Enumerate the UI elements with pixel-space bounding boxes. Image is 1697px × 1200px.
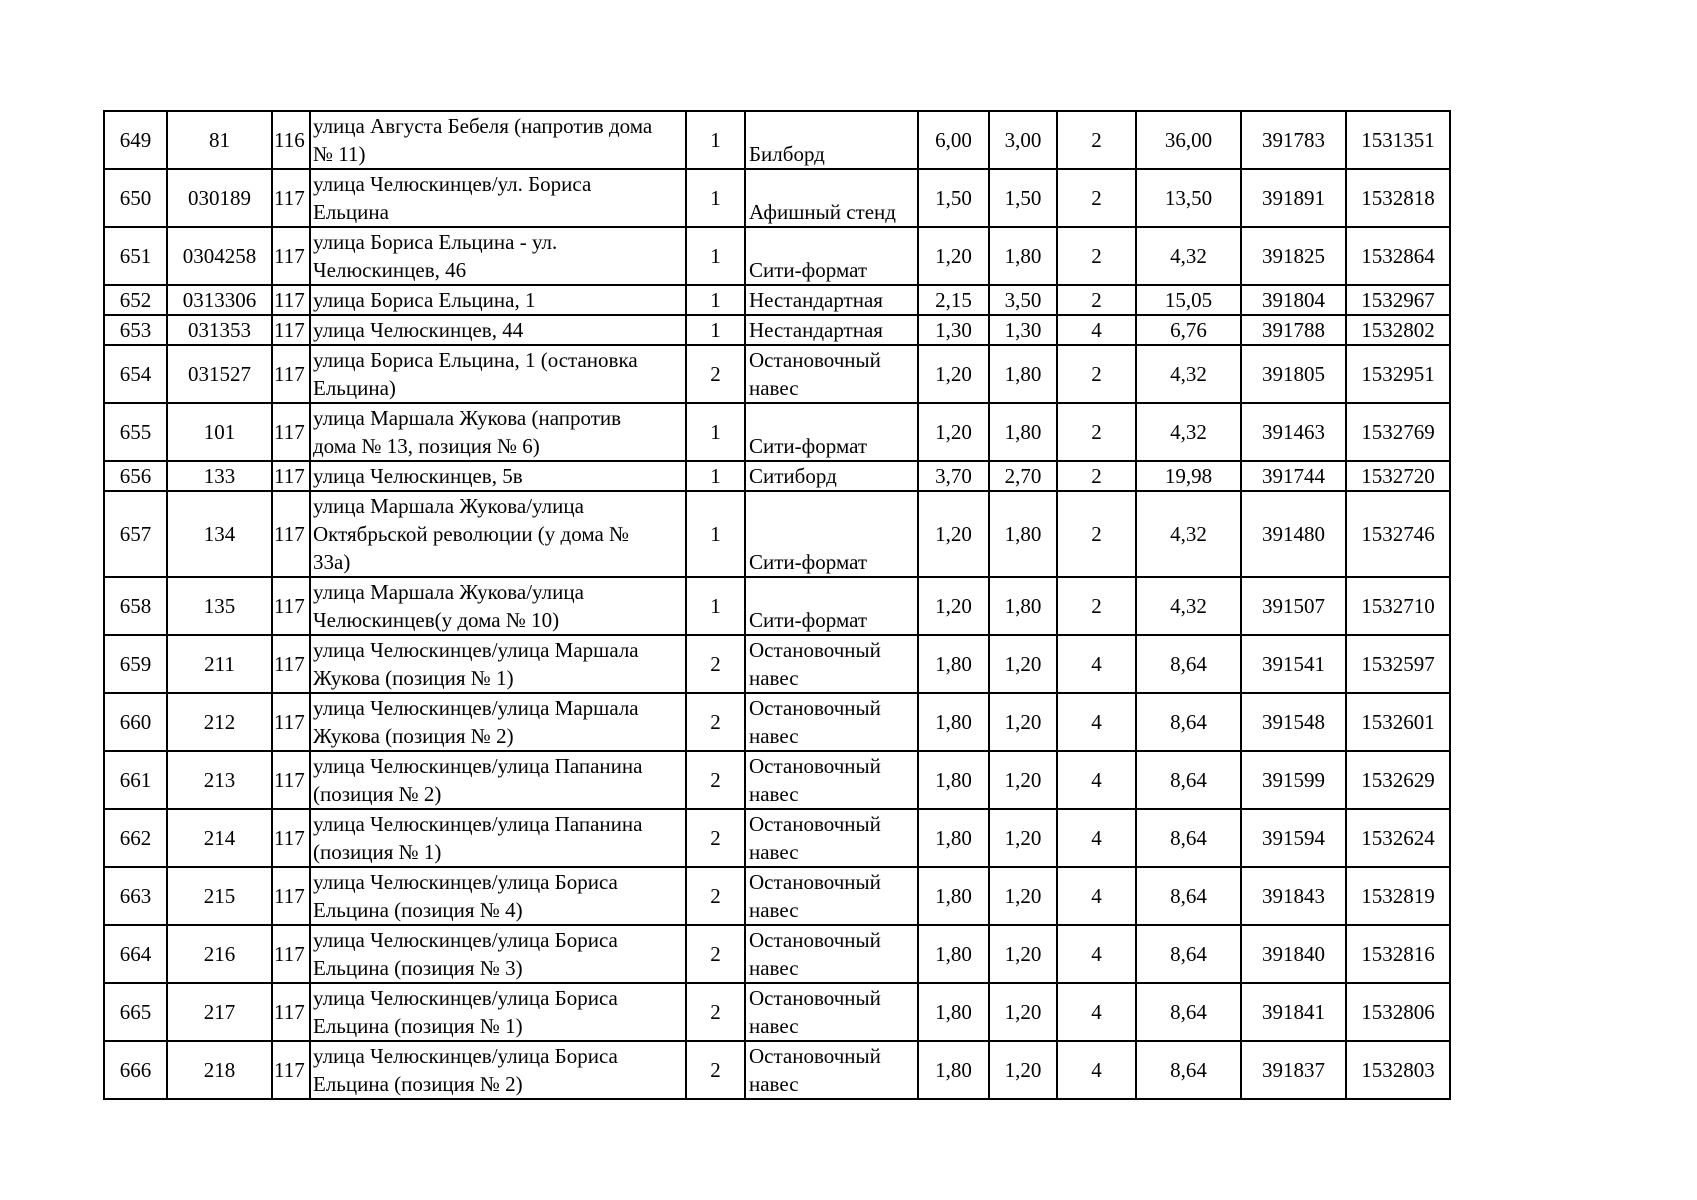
type-cell: Остановочный навес [745, 751, 918, 809]
width-cell: 1,80 [918, 983, 989, 1041]
height-cell: 1,50 [989, 169, 1057, 227]
quantity-cell: 2 [686, 983, 745, 1041]
sides-cell: 4 [1057, 315, 1136, 345]
type-cell: Ситиборд [745, 461, 918, 491]
y-coordinate-cell: 1532597 [1346, 635, 1450, 693]
height-cell: 1,80 [989, 491, 1057, 577]
quantity-cell: 1 [686, 169, 745, 227]
code-cell: 217 [167, 983, 272, 1041]
width-cell: 1,50 [918, 169, 989, 227]
address-cell: улица Августа Бебеля (напротив дома № 11) [310, 111, 686, 169]
y-coordinate-cell: 1532806 [1346, 983, 1450, 1041]
address-cell: улица Челюскинцев/улица Папанина (позиция № 2) [310, 751, 686, 809]
row-number-cell: 656 [104, 461, 167, 491]
type-cell: Сити-формат [745, 403, 918, 461]
table-row [104, 461, 1450, 491]
quantity-cell: 1 [686, 491, 745, 577]
width-cell: 1,80 [918, 925, 989, 983]
sides-cell: 4 [1057, 983, 1136, 1041]
height-cell: 2,70 [989, 461, 1057, 491]
height-cell: 1,80 [989, 577, 1057, 635]
height-cell: 3,00 [989, 111, 1057, 169]
code-cell: 81 [167, 111, 272, 169]
area-cell: 36,00 [1136, 111, 1241, 169]
sides-cell: 4 [1057, 693, 1136, 751]
x-coordinate-cell: 391599 [1241, 751, 1346, 809]
quantity-cell: 2 [686, 925, 745, 983]
address-cell: улица Челюскинцев/улица Бориса Ельцина (позиция № 1) [310, 983, 686, 1041]
district-cell: 117 [272, 403, 310, 461]
row-number-cell: 663 [104, 867, 167, 925]
code-cell: 216 [167, 925, 272, 983]
row-number-cell: 661 [104, 751, 167, 809]
quantity-cell: 2 [686, 809, 745, 867]
table-row [104, 403, 1450, 461]
sides-cell: 4 [1057, 751, 1136, 809]
area-cell: 4,32 [1136, 491, 1241, 577]
code-cell: 214 [167, 809, 272, 867]
width-cell: 2,15 [918, 285, 989, 315]
table-row [104, 285, 1450, 315]
width-cell: 1,30 [918, 315, 989, 345]
district-cell: 117 [272, 751, 310, 809]
area-cell: 15,05 [1136, 285, 1241, 315]
sides-cell: 4 [1057, 809, 1136, 867]
district-cell: 117 [272, 315, 310, 345]
area-cell: 19,98 [1136, 461, 1241, 491]
address-cell: улица Челюскинцев/ул. Бориса Ельцина [310, 169, 686, 227]
table-row [104, 693, 1450, 751]
y-coordinate-cell: 1531351 [1346, 111, 1450, 169]
sides-cell: 2 [1057, 285, 1136, 315]
height-cell: 1,20 [989, 693, 1057, 751]
table-row [104, 1041, 1450, 1099]
quantity-cell: 2 [686, 751, 745, 809]
width-cell: 1,20 [918, 577, 989, 635]
height-cell: 1,20 [989, 867, 1057, 925]
width-cell: 3,70 [918, 461, 989, 491]
area-cell: 4,32 [1136, 345, 1241, 403]
x-coordinate-cell: 391541 [1241, 635, 1346, 693]
quantity-cell: 2 [686, 1041, 745, 1099]
area-cell: 4,32 [1136, 577, 1241, 635]
height-cell: 1,80 [989, 227, 1057, 285]
quantity-cell: 1 [686, 577, 745, 635]
table-row [104, 111, 1450, 169]
sides-cell: 4 [1057, 1041, 1136, 1099]
sides-cell: 4 [1057, 867, 1136, 925]
width-cell: 1,80 [918, 1041, 989, 1099]
quantity-cell: 1 [686, 461, 745, 491]
sides-cell: 2 [1057, 403, 1136, 461]
district-cell: 117 [272, 983, 310, 1041]
code-cell: 031527 [167, 345, 272, 403]
x-coordinate-cell: 391840 [1241, 925, 1346, 983]
code-cell: 218 [167, 1041, 272, 1099]
y-coordinate-cell: 1532864 [1346, 227, 1450, 285]
code-cell: 215 [167, 867, 272, 925]
x-coordinate-cell: 391825 [1241, 227, 1346, 285]
y-coordinate-cell: 1532816 [1346, 925, 1450, 983]
code-cell: 212 [167, 693, 272, 751]
table-row [104, 983, 1450, 1041]
table-row [104, 867, 1450, 925]
type-cell: Сити-формат [745, 227, 918, 285]
district-cell: 117 [272, 461, 310, 491]
table-row [104, 809, 1450, 867]
type-cell: Остановочный навес [745, 1041, 918, 1099]
y-coordinate-cell: 1532624 [1346, 809, 1450, 867]
code-cell: 101 [167, 403, 272, 461]
area-cell: 4,32 [1136, 227, 1241, 285]
width-cell: 6,00 [918, 111, 989, 169]
table-row [104, 577, 1450, 635]
row-number-cell: 654 [104, 345, 167, 403]
district-cell: 117 [272, 925, 310, 983]
table-row [104, 169, 1450, 227]
row-number-cell: 660 [104, 693, 167, 751]
type-cell: Билборд [745, 111, 918, 169]
width-cell: 1,80 [918, 693, 989, 751]
sides-cell: 2 [1057, 461, 1136, 491]
type-cell: Нестандартная [745, 315, 918, 345]
x-coordinate-cell: 391788 [1241, 315, 1346, 345]
row-number-cell: 655 [104, 403, 167, 461]
quantity-cell: 2 [686, 693, 745, 751]
x-coordinate-cell: 391841 [1241, 983, 1346, 1041]
row-number-cell: 651 [104, 227, 167, 285]
height-cell: 1,20 [989, 809, 1057, 867]
address-cell: улица Бориса Ельцина - ул. Челюскинцев, 46 [310, 227, 686, 285]
address-cell: улица Бориса Ельцина, 1 [310, 285, 686, 315]
x-coordinate-cell: 391744 [1241, 461, 1346, 491]
y-coordinate-cell: 1532802 [1346, 315, 1450, 345]
height-cell: 1,80 [989, 345, 1057, 403]
row-number-cell: 659 [104, 635, 167, 693]
type-cell: Остановочный навес [745, 925, 918, 983]
code-cell: 213 [167, 751, 272, 809]
x-coordinate-cell: 391507 [1241, 577, 1346, 635]
sides-cell: 2 [1057, 227, 1136, 285]
quantity-cell: 1 [686, 227, 745, 285]
height-cell: 1,30 [989, 315, 1057, 345]
table-row [104, 227, 1450, 285]
address-cell: улица Бориса Ельцина, 1 (остановка Ельцина) [310, 345, 686, 403]
height-cell: 1,20 [989, 983, 1057, 1041]
quantity-cell: 2 [686, 867, 745, 925]
address-cell: улица Челюскинцев/улица Бориса Ельцина (позиция № 4) [310, 867, 686, 925]
quantity-cell: 2 [686, 345, 745, 403]
row-number-cell: 650 [104, 169, 167, 227]
area-cell: 8,64 [1136, 925, 1241, 983]
district-cell: 117 [272, 1041, 310, 1099]
table-row [104, 491, 1450, 577]
code-cell: 031353 [167, 315, 272, 345]
type-cell: Остановочный навес [745, 693, 918, 751]
width-cell: 1,20 [918, 491, 989, 577]
table-row [104, 315, 1450, 345]
x-coordinate-cell: 391783 [1241, 111, 1346, 169]
type-cell: Остановочный навес [745, 635, 918, 693]
height-cell: 1,20 [989, 1041, 1057, 1099]
row-number-cell: 649 [104, 111, 167, 169]
height-cell: 1,20 [989, 925, 1057, 983]
data-table [103, 110, 1451, 1100]
width-cell: 1,20 [918, 345, 989, 403]
table-row [104, 635, 1450, 693]
address-cell: улица Маршала Жукова (напротив дома № 13, позиция № 6) [310, 403, 686, 461]
x-coordinate-cell: 391804 [1241, 285, 1346, 315]
y-coordinate-cell: 1532967 [1346, 285, 1450, 315]
type-cell: Остановочный навес [745, 867, 918, 925]
address-cell: улица Челюскинцев, 44 [310, 315, 686, 345]
area-cell: 6,76 [1136, 315, 1241, 345]
row-number-cell: 652 [104, 285, 167, 315]
y-coordinate-cell: 1532746 [1346, 491, 1450, 577]
row-number-cell: 662 [104, 809, 167, 867]
area-cell: 8,64 [1136, 867, 1241, 925]
x-coordinate-cell: 391594 [1241, 809, 1346, 867]
table-row [104, 925, 1450, 983]
quantity-cell: 2 [686, 635, 745, 693]
district-cell: 117 [272, 693, 310, 751]
area-cell: 8,64 [1136, 635, 1241, 693]
sides-cell: 4 [1057, 635, 1136, 693]
y-coordinate-cell: 1532710 [1346, 577, 1450, 635]
address-cell: улица Челюскинцев/улица Папанина (позиция № 1) [310, 809, 686, 867]
district-cell: 117 [272, 491, 310, 577]
district-cell: 117 [272, 867, 310, 925]
address-cell: улица Челюскинцев/улица Маршала Жукова (позиция № 1) [310, 635, 686, 693]
address-cell: улица Челюскинцев/улица Бориса Ельцина (позиция № 3) [310, 925, 686, 983]
address-cell: улица Челюскинцев, 5в [310, 461, 686, 491]
code-cell: 135 [167, 577, 272, 635]
area-cell: 8,64 [1136, 1041, 1241, 1099]
code-cell: 133 [167, 461, 272, 491]
code-cell: 211 [167, 635, 272, 693]
sides-cell: 4 [1057, 925, 1136, 983]
x-coordinate-cell: 391463 [1241, 403, 1346, 461]
y-coordinate-cell: 1532601 [1346, 693, 1450, 751]
width-cell: 1,80 [918, 867, 989, 925]
type-cell: Сити-формат [745, 577, 918, 635]
sides-cell: 2 [1057, 345, 1136, 403]
address-cell: улица Челюскинцев/улица Бориса Ельцина (позиция № 2) [310, 1041, 686, 1099]
x-coordinate-cell: 391548 [1241, 693, 1346, 751]
y-coordinate-cell: 1532951 [1346, 345, 1450, 403]
code-cell: 030189 [167, 169, 272, 227]
area-cell: 4,32 [1136, 403, 1241, 461]
row-number-cell: 653 [104, 315, 167, 345]
height-cell: 1,20 [989, 635, 1057, 693]
district-cell: 116 [272, 111, 310, 169]
type-cell: Остановочный навес [745, 345, 918, 403]
sides-cell: 2 [1057, 111, 1136, 169]
type-cell: Нестандартная [745, 285, 918, 315]
y-coordinate-cell: 1532819 [1346, 867, 1450, 925]
area-cell: 8,64 [1136, 693, 1241, 751]
width-cell: 1,80 [918, 635, 989, 693]
area-cell: 8,64 [1136, 983, 1241, 1041]
district-cell: 117 [272, 285, 310, 315]
width-cell: 1,80 [918, 809, 989, 867]
district-cell: 117 [272, 635, 310, 693]
quantity-cell: 1 [686, 403, 745, 461]
table-row [104, 751, 1450, 809]
sides-cell: 2 [1057, 491, 1136, 577]
x-coordinate-cell: 391837 [1241, 1041, 1346, 1099]
district-cell: 117 [272, 345, 310, 403]
y-coordinate-cell: 1532818 [1346, 169, 1450, 227]
width-cell: 1,80 [918, 751, 989, 809]
area-cell: 8,64 [1136, 809, 1241, 867]
y-coordinate-cell: 1532769 [1346, 403, 1450, 461]
district-cell: 117 [272, 169, 310, 227]
y-coordinate-cell: 1532720 [1346, 461, 1450, 491]
x-coordinate-cell: 391843 [1241, 867, 1346, 925]
code-cell: 0304258 [167, 227, 272, 285]
area-cell: 8,64 [1136, 751, 1241, 809]
width-cell: 1,20 [918, 227, 989, 285]
row-number-cell: 657 [104, 491, 167, 577]
x-coordinate-cell: 391805 [1241, 345, 1346, 403]
height-cell: 1,80 [989, 403, 1057, 461]
district-cell: 117 [272, 227, 310, 285]
district-cell: 117 [272, 809, 310, 867]
type-cell: Сити-формат [745, 491, 918, 577]
row-number-cell: 665 [104, 983, 167, 1041]
row-number-cell: 666 [104, 1041, 167, 1099]
row-number-cell: 658 [104, 577, 167, 635]
type-cell: Остановочный навес [745, 809, 918, 867]
code-cell: 0313306 [167, 285, 272, 315]
table-body [104, 111, 1450, 1099]
address-cell: улица Челюскинцев/улица Маршала Жукова (позиция № 2) [310, 693, 686, 751]
y-coordinate-cell: 1532803 [1346, 1041, 1450, 1099]
address-cell: улица Маршала Жукова/улица Челюскинцев(у дома № 10) [310, 577, 686, 635]
address-cell: улица Маршала Жукова/улица Октябрьской революции (у дома № 33а) [310, 491, 686, 577]
x-coordinate-cell: 391891 [1241, 169, 1346, 227]
width-cell: 1,20 [918, 403, 989, 461]
area-cell: 13,50 [1136, 169, 1241, 227]
height-cell: 1,20 [989, 751, 1057, 809]
type-cell: Остановочный навес [745, 983, 918, 1041]
table-row [104, 345, 1450, 403]
sides-cell: 2 [1057, 169, 1136, 227]
quantity-cell: 1 [686, 111, 745, 169]
row-number-cell: 664 [104, 925, 167, 983]
type-cell: Афишный стенд [745, 169, 918, 227]
quantity-cell: 1 [686, 315, 745, 345]
sides-cell: 2 [1057, 577, 1136, 635]
quantity-cell: 1 [686, 285, 745, 315]
code-cell: 134 [167, 491, 272, 577]
x-coordinate-cell: 391480 [1241, 491, 1346, 577]
height-cell: 3,50 [989, 285, 1057, 315]
district-cell: 117 [272, 577, 310, 635]
y-coordinate-cell: 1532629 [1346, 751, 1450, 809]
